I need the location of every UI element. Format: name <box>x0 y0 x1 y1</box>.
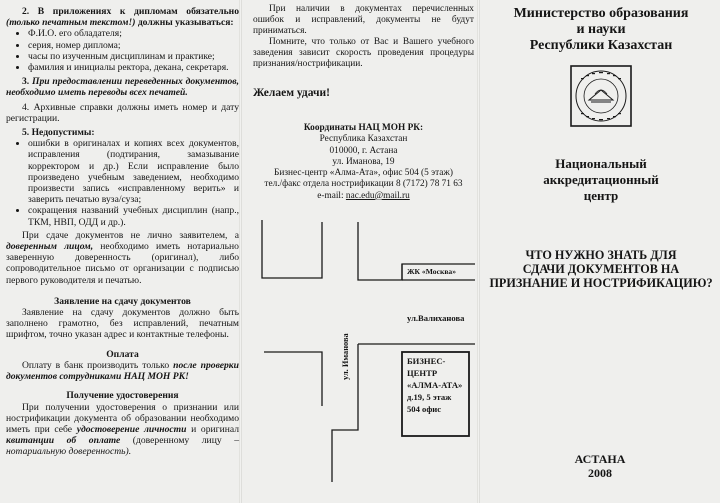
city-year <box>480 452 720 480</box>
center-name-line: аккредитационный <box>543 172 659 187</box>
submit-text-c: необходимо иметь нотариально заверенную доверенность (оригинал), либо сопроводительное письмо от организации с подписью первого руководителя и печатью. <box>6 241 239 286</box>
contact-line: 010000, г. Астана <box>329 145 398 156</box>
bc-label-line: д.19, 5 этаж <box>407 392 452 402</box>
street-valikhanova-label: ул.Валиханова <box>407 313 465 323</box>
list-item: • серия, номер диплома; <box>28 40 239 51</box>
bc-label-line: ЦЕНТР <box>407 368 438 378</box>
item5-head: 5. Недопустимы: <box>22 127 95 139</box>
errors-paragraph: При наличии в документах перечисленных ошибок и исправлений, документы не будут приниматься. <box>253 4 474 36</box>
contact-line: ул. Иманова, 19 <box>332 156 395 167</box>
certificate-text-e: (доверенному лицу <box>132 435 222 447</box>
brochure-question-title <box>488 248 714 290</box>
left-panel <box>0 0 243 503</box>
payment-text-a: Оплату в банк производить только <box>22 359 170 371</box>
bc-label-line: БИЗНЕС- <box>407 356 446 366</box>
email-link[interactable]: nac.edu@mail.ru <box>345 190 410 201</box>
list-item: • сокращения названий учебных дисциплин (напр., ТКМ, НВП, ОДД и др.). <box>28 205 239 227</box>
good-luck-text: Желаем удачи! <box>253 87 330 99</box>
list-item: • Ф.И.О. его обладателя; <box>28 28 239 39</box>
submit-text-a: При сдаче документов не лично заявителем, а <box>22 229 239 241</box>
center-name-line: Национальный <box>555 156 647 171</box>
item3-text: При предоставлении переведенных документов, необходимо иметь переводы всех печатей. <box>6 76 239 99</box>
submission-paragraph <box>6 230 239 286</box>
item5-list <box>6 138 239 228</box>
question-line: ЧТО НУЖНО ЗНАТЬ ДЛЯ <box>525 248 677 262</box>
application-text: Заявление на сдачу документов должно быть заполнено грамотно, без исправлений, печатным шрифтом, точно указан адрес и контактные телефоны. <box>6 307 239 341</box>
question-line: ПРИЗНАНИЕ И НОСТРИФИКАЦИЮ? <box>489 276 713 290</box>
item2-intro <box>6 6 239 28</box>
map-block-bottom-left <box>264 352 322 406</box>
map-block-top-left <box>262 220 322 278</box>
contact-line: Бизнес-центр «Алма-Ата», офис 504 (5 этаж) <box>274 168 453 179</box>
payment-text-b: после проверки документов сотрудниками НАЦ МОН РК! <box>6 359 239 383</box>
item2-italic: (только печатным текстом!) <box>6 17 136 29</box>
certificate-text-d: квитанции об оплате <box>6 435 121 447</box>
accreditation-center-logo <box>569 64 633 128</box>
city-label: АСТАНА <box>574 452 626 466</box>
list-item: • ошибки в оригиналах и копиях всех документов, исправления (подтирания, замазывание корректором и др.) Если исправление было произведено учебным заведением, необходимо произвести запись «исправленному верить» и заверить печатью вуза/суза; <box>28 138 239 205</box>
email-label: e-mail: <box>317 190 344 201</box>
right-panel-cover <box>480 0 720 503</box>
contacts-block <box>253 123 474 202</box>
center-name <box>488 156 714 204</box>
location-map <box>250 210 475 500</box>
ministry-title <box>488 6 714 54</box>
ministry-line: Министерство образования <box>513 6 689 21</box>
bc-label-line: 504 офис <box>407 404 442 414</box>
certificate-text <box>6 402 239 458</box>
question-line: СДАЧИ ДОКУМЕНТОВ НА <box>522 262 680 276</box>
street-imanova-label: ул. Иманова <box>341 333 350 380</box>
item3 <box>6 76 239 98</box>
ministry-line: Республики Казахстан <box>529 38 673 53</box>
certificate-text-f: – нотариальную доверенность). <box>6 435 239 458</box>
bc-label-line: «АЛМА-АТА» <box>407 380 463 390</box>
list-item: • часы по изученным дисциплинам и практике; <box>28 51 239 62</box>
payment-text <box>6 360 239 382</box>
item4: 4. Архивные справки должны иметь номер и дату регистрации. <box>6 101 239 124</box>
year-label: 2008 <box>588 466 612 480</box>
certificate-text-b: удостоверение личности <box>76 423 187 435</box>
ministry-line: и науки <box>576 22 626 37</box>
contacts-title: Координаты НАЦ МОН РК: <box>303 123 424 133</box>
reminder-paragraph: Помните, что только от Вас и Вашего учебного заведения зависит скорость проведения процедуры признания/нострификации. <box>253 37 474 69</box>
list-item: • фамилия и инициалы ректора, декана, секретаря. <box>28 62 239 73</box>
certificate-text-a: При получении удостоверения о признании или нострификации документа об образовании необходимо иметь при себе <box>6 401 239 435</box>
email-line <box>253 191 474 202</box>
item2-tail: должны указываться: <box>137 17 234 29</box>
item2-list <box>6 28 239 73</box>
certificate-heading: Получение удостоверения <box>66 390 179 402</box>
contact-line: Республика Казахстан <box>319 134 408 145</box>
item2-lead: 2. В приложениях к дипломам обязательно <box>22 6 239 17</box>
center-name-line: центр <box>583 188 619 203</box>
contact-line: тел./факс отдела нострификации 8 (7172) 78 71 63 <box>264 179 463 190</box>
application-heading: Заявление на сдачу документов <box>54 295 191 307</box>
payment-heading: Оплата <box>106 348 139 360</box>
item3-num: 3. <box>22 76 30 88</box>
certificate-text-c: и оригинал <box>191 423 239 435</box>
zhk-moskva-label: ЖК «Москва» <box>407 267 457 276</box>
submit-text-b: доверенным лицом, <box>6 241 94 253</box>
